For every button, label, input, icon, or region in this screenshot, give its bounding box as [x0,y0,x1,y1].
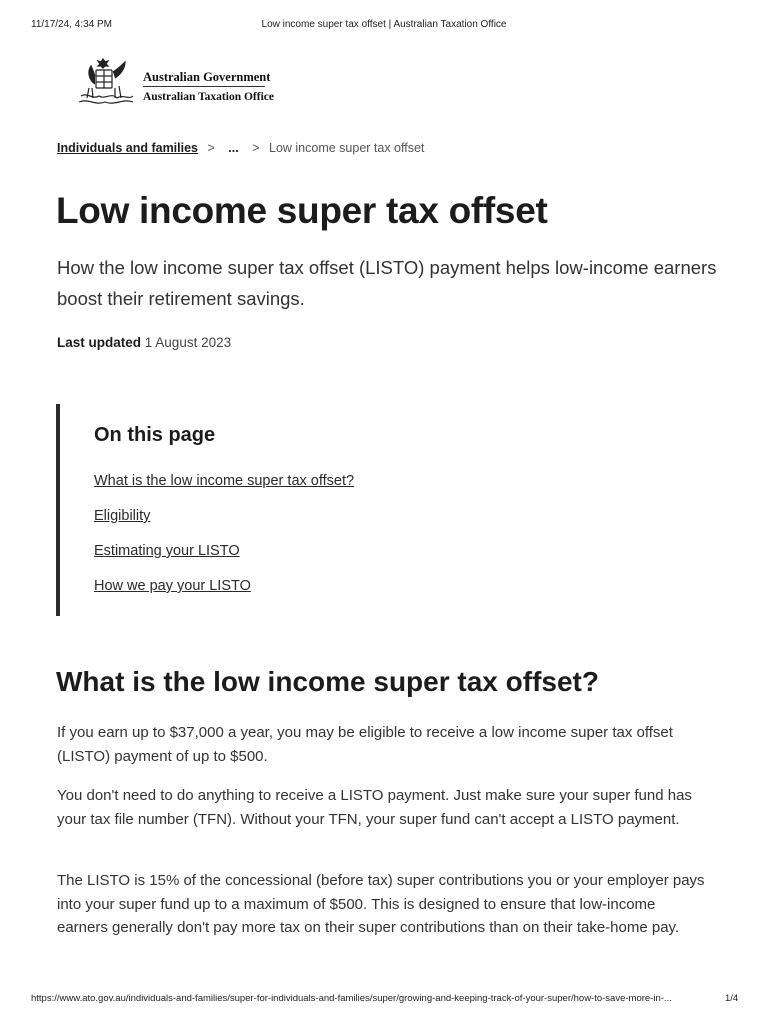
page-title: Low income super tax offset [56,190,548,231]
paragraph: If you earn up to $37,000 a year, you may be eligible to receive a low income super tax offset (LISTO) payment of up to $500. [57,724,673,765]
toc-item [94,473,354,508]
toc-link-what-is-listo[interactable]: What is the low income super tax offset? [94,473,355,489]
print-url: https://www.ato.gov.au/individuals-and-families/super-for-individuals-and-families/super/growing-and-keeping-track-of-your-super/how-to-save-more-in-... [31,993,672,1004]
breadcrumb-separator: > [207,141,215,155]
on-this-page-links [94,473,354,613]
print-datetime: 11/17/24, 4:34 PM [31,19,112,30]
print-page-number: 1/4 [725,993,739,1004]
print-header [0,19,768,33]
logo-line-ato: Australian Taxation Office [143,91,274,103]
logo-divider [143,86,265,87]
ato-logo[interactable] [75,58,275,108]
toc-link-estimating[interactable]: Estimating your LISTO [94,543,240,559]
on-this-page-heading: On this page [94,424,216,446]
toc-item [94,578,354,613]
print-footer [0,993,768,1007]
print-page-title: Low income super tax offset | Australian Taxation Office [261,19,507,30]
on-this-page [56,404,560,616]
breadcrumb-current: Low income super tax offset [269,141,425,155]
toc-item [94,508,354,543]
paragraph: You don't need to do anything to receive a LISTO payment. Just make sure your super fund has your tax file number (TFN). Without your TFN, your super fund can't accept a LISTO payment. [57,787,692,828]
last-updated [57,335,231,350]
toc-link-eligibility[interactable]: Eligibility [94,508,151,524]
toc-item [94,543,354,578]
page-intro: How the low income super tax offset (LISTO) payment helps low-income earners boost their retirement savings. [57,257,717,309]
breadcrumb-ellipsis[interactable]: ... [228,141,239,155]
last-updated-label: Last updated [57,335,142,350]
coat-of-arms-icon [75,58,137,108]
logo-line-government: Australian Government [143,70,271,84]
breadcrumb-individuals-and-families[interactable]: Individuals and families [57,141,199,155]
last-updated-value: 1 August 2023 [144,335,232,350]
toc-link-how-we-pay[interactable]: How we pay your LISTO [94,578,251,594]
section-heading: What is the low income super tax offset? [56,666,599,697]
breadcrumb [57,141,424,155]
paragraph: The LISTO is 15% of the concessional (before tax) super contributions you or your employer pays into your super fund up to a maximum of $500. This is designed to ensure that low-income earners generally don't pay more tax on their super contributions than on their take-home pay. [57,872,705,936]
breadcrumb-separator: > [252,141,260,155]
